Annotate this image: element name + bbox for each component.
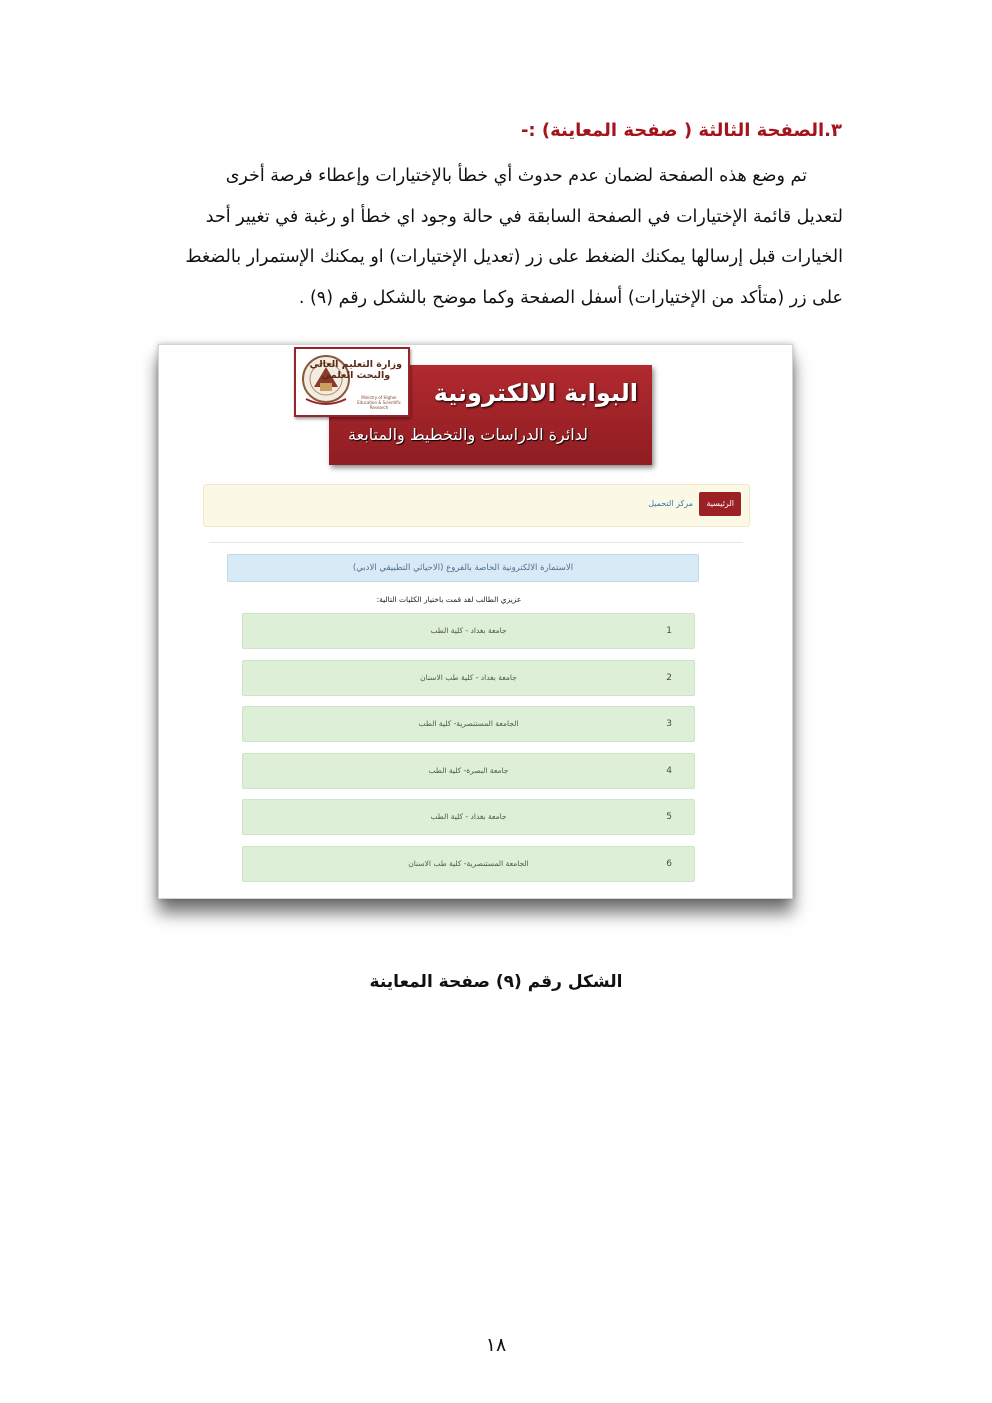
choice-number: 3	[666, 719, 672, 730]
choice-name: جامعة البصرة- كلية الطب	[428, 765, 509, 775]
preview-page-screenshot	[158, 344, 793, 899]
nav-download-center-link[interactable]: مركز التحميل	[648, 499, 693, 508]
figure-caption: الشكل رقم (٩) صفحة المعاينة	[369, 972, 623, 992]
section-heading: ٣.الصفحة الثالثة ( صفحة المعاينة) :-	[520, 120, 842, 141]
logo-text-line: والبحث العلمي	[321, 370, 391, 381]
choice-row	[242, 660, 695, 696]
choice-row	[242, 846, 695, 882]
banner-subtitle: لدائرة الدراسات والتخطيط والمتابعة	[348, 425, 588, 444]
breadcrumb-navbar	[203, 484, 750, 527]
choice-number: 6	[666, 858, 672, 869]
paragraph-line: لتعديل قائمة الإختيارات في الصفحة السابقة في حالة وجود اي خطأ او رغبة في تغيير أحد	[205, 206, 843, 227]
body-paragraph	[148, 156, 843, 318]
intro-text: عزيزي الطالب لقد قمت باختيار الكليات التالية:	[376, 595, 522, 604]
selected-choices-list	[242, 613, 695, 893]
choice-name: الجامعة المستنصرية- كلية الطب	[418, 719, 519, 729]
choice-number: 2	[666, 672, 672, 683]
nav-home-button[interactable]: الرئيسية	[699, 492, 741, 516]
paragraph-line: على زر (متأكد من الإختيارات) أسفل الصفحة وكما موضح بالشكل رقم (٩) .	[298, 287, 843, 308]
logo-text	[309, 359, 402, 381]
choice-row	[242, 613, 695, 649]
choice-row	[242, 799, 695, 835]
form-title-panel: الاستمارة الالكترونية الخاصة بالفروع (الاحيائي التطبيقي الادبي)	[227, 554, 699, 582]
divider	[209, 542, 743, 543]
page-number: ١٨	[485, 1334, 507, 1356]
banner-title: البوابة الالكترونية	[433, 379, 638, 407]
paragraph-line: الخيارات قبل إرسالها يمكنك الضغط على زر (تعديل الإختيارات) او يمكنك الإستمرار بالضغط	[185, 247, 843, 267]
choice-name: جامعة بغداد - كلية الطب	[430, 812, 507, 822]
choice-number: 1	[666, 626, 672, 636]
choice-number: 4	[666, 765, 672, 776]
choice-number: 5	[666, 812, 672, 823]
logo-english-text: Ministry of Higher Education & Scientific Research	[357, 395, 401, 410]
choice-row	[242, 753, 695, 789]
choice-name: الجامعة المستنصرية- كلية طب الاسنان	[408, 858, 529, 868]
choice-name: جامعة بغداد - كلية الطب	[430, 626, 507, 635]
choice-row	[242, 706, 695, 742]
paragraph-line: تم وضع هذه الصفحة لضمان عدم حدوث أي خطأ بالإختيارات وإعطاء فرصة أخرى	[225, 166, 807, 186]
logo-text-line: وزارة التعليم العالي	[309, 359, 402, 370]
ministry-logo	[294, 347, 410, 417]
choice-name: جامعة بغداد - كلية طب الاسنان	[420, 672, 517, 682]
